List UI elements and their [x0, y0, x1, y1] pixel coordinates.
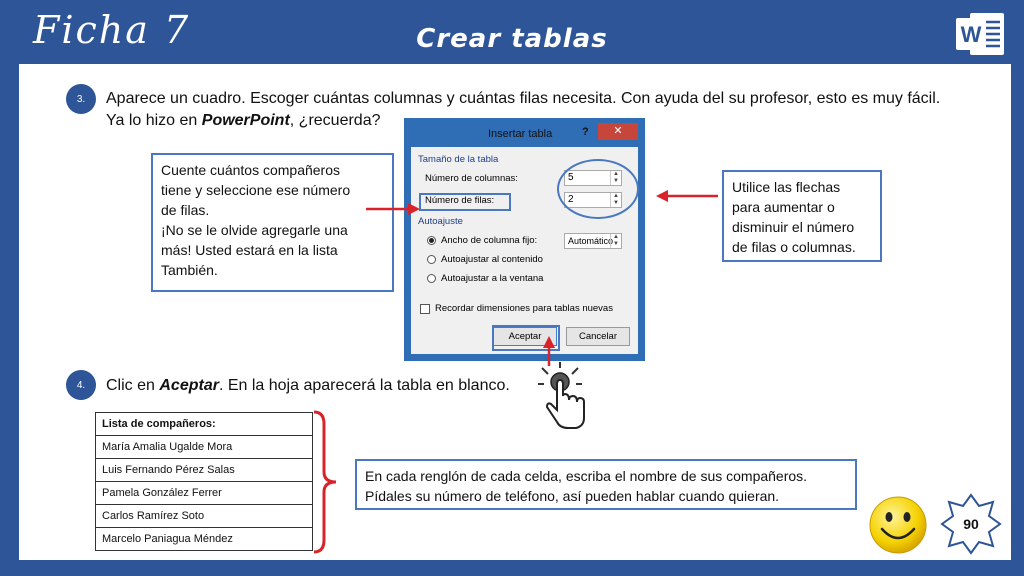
callout-line: Pídales su número de teléfono, así pueden hablar cuando quieran.	[365, 488, 780, 504]
table-row	[96, 528, 313, 551]
callout-line: Utilice las flechas	[732, 179, 841, 195]
rows-label: Número de filas:	[425, 195, 495, 206]
step-3-line-1: Aparece un cuadro. Escoger cuántas columnas y cuántas filas necesita. Con ayuda del su profesor, esto es muy fácil.	[106, 90, 941, 107]
callout-line: de filas.	[161, 202, 210, 218]
table-cell[interactable]: María Amalia Ugalde Mora	[96, 436, 313, 459]
table-row	[96, 459, 313, 482]
rows-value: 2	[568, 194, 574, 205]
powerpoint-emphasis: PowerPoint	[201, 112, 290, 129]
close-button[interactable]: ✕	[598, 123, 638, 140]
fixed-width-value: Automático	[568, 236, 614, 246]
table-row	[96, 505, 313, 528]
option-fixed-width-label: Ancho de columna fijo:	[441, 235, 538, 246]
callout-line: ¡No se le olvide agregarle una	[161, 222, 348, 238]
table-header-row	[96, 413, 313, 436]
remember-label: Recordar dimensiones para tablas nuevas	[435, 303, 613, 314]
columns-value: 5	[568, 172, 574, 183]
arrow-head-icon	[656, 190, 668, 202]
table-row	[96, 436, 313, 459]
step-3-badge: 3.	[66, 84, 96, 114]
step-4-pre: Clic en	[106, 377, 160, 394]
smiley-icon	[868, 495, 928, 555]
spin-arrows-icon[interactable]: ▲ ▼	[610, 234, 621, 248]
click-hand-icon	[538, 362, 590, 432]
step-3-line-2-pre: Ya lo hizo en	[106, 112, 202, 129]
callout-line: de filas o columnas.	[732, 239, 856, 255]
table-cell[interactable]: Marcelo Paniagua Méndez	[96, 528, 313, 551]
callout-line: tiene y seleccione ese número	[161, 182, 351, 198]
option-fit-content-label: Autoajustar al contenido	[441, 254, 543, 265]
table-cell[interactable]: Carlos Ramírez Soto	[96, 505, 313, 528]
ok-button[interactable]: Aceptar	[493, 327, 557, 346]
section-size-label: Tamaño de la tabla	[418, 154, 499, 165]
arrow-head-icon	[408, 203, 420, 215]
classmates-table	[95, 412, 313, 551]
step-3-line-2-post: , ¿recuerda?	[289, 112, 381, 129]
callout-line: disminuir el número	[732, 219, 855, 235]
callout-table-hint	[355, 459, 857, 510]
callout-line: También.	[161, 262, 218, 278]
spin-arrows-icon[interactable]: ▲ ▼	[610, 193, 621, 207]
table-cell[interactable]: Luis Fernando Pérez Salas	[96, 459, 313, 482]
callout-line: Cuente cuántos compañeros	[161, 162, 340, 178]
columns-label: Número de columnas:	[425, 173, 518, 184]
step-4-badge: 4.	[66, 370, 96, 400]
table-row	[96, 482, 313, 505]
table-header-cell[interactable]: Lista de compañeros:	[96, 413, 313, 436]
table-cell[interactable]: Pamela González Ferrer	[96, 482, 313, 505]
section-label: Ficha 7	[33, 8, 191, 52]
page-number-badge	[940, 493, 1002, 555]
callout-line: En cada renglón de cada celda, escriba el nombre de sus compañeros.	[365, 468, 808, 484]
curly-brace-icon	[312, 410, 342, 554]
arrow-head-icon	[543, 336, 555, 348]
spin-arrows-icon[interactable]: ▲ ▼	[610, 171, 621, 185]
page-number: 90	[963, 516, 979, 532]
section-autofit-label: Autoajuste	[418, 216, 463, 227]
callout-line: para aumentar o	[732, 199, 835, 215]
step-4-text	[106, 375, 510, 397]
step-4-post: . En la hoja aparecerá la tabla en blanco.	[218, 377, 510, 394]
dialog-title: Insertar tabla	[488, 128, 553, 140]
logo-letter: W	[960, 22, 982, 47]
callout-line: más! Usted estará en la lista	[161, 242, 338, 258]
page-title: Crear tablas	[416, 24, 608, 54]
option-fit-window-label: Autoajustar a la ventana	[441, 273, 544, 284]
help-icon[interactable]: ?	[582, 126, 589, 138]
aceptar-emphasis: Aceptar	[159, 377, 219, 394]
cancel-button[interactable]: Cancelar	[566, 327, 630, 346]
